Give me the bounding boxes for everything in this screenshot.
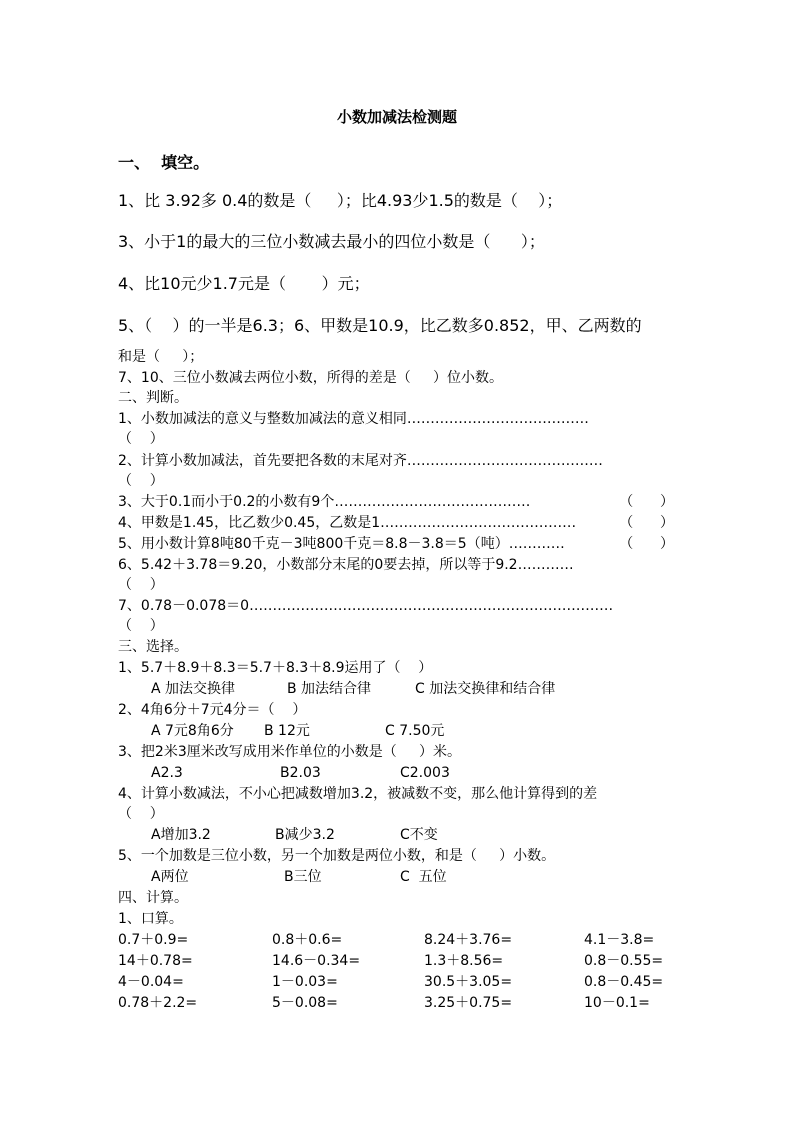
section4-heading: 四、计算。 bbox=[118, 890, 188, 906]
judge-bracket-3: （ ） bbox=[619, 494, 674, 510]
oral-calc-heading: 1、口算。 bbox=[118, 911, 183, 927]
section1-heading: 一、 填空。 bbox=[118, 153, 210, 172]
fill-q4: 4、比10元少1.7元是（ ）元； bbox=[118, 274, 370, 293]
fill-q5-line1: 5、（ ）的一半是6.3；6、甲数是10.9，比乙数多0.852，甲、乙两数的 bbox=[118, 316, 642, 335]
judge-bracket-6: （ ） bbox=[118, 577, 164, 593]
choice-q4: 4、计算小数减法，不小心把减数增加3.2，被减数不变，那么他计算得到的差 bbox=[118, 786, 598, 802]
choice-q5-option-a: A两位 bbox=[151, 869, 189, 885]
choice-q1-option-b: B 加法结合律 bbox=[287, 681, 372, 697]
calc-item: 1.3＋8.56= bbox=[424, 953, 504, 969]
judge-item-3: 3、大于0.1而小于0.2的小数有9个…………………………………… bbox=[118, 494, 531, 510]
choice-q5-option-b: B三位 bbox=[284, 869, 322, 885]
choice-q1: 1、5.7＋8.9＋8.3＝5.7＋8.3＋8.9运用了（ ） bbox=[118, 660, 433, 676]
choice-q3: 3、把2米3厘米改写成用米作单位的小数是（ ）米。 bbox=[118, 744, 461, 760]
choice-q3-option-a: A2.3 bbox=[151, 765, 183, 781]
judge-item-6: 6、5.42＋3.78＝9.20，小数部分末尾的0要去掉，所以等于9.2………… bbox=[118, 557, 574, 573]
judge-bracket-7: （ ） bbox=[118, 618, 164, 634]
choice-q1-option-a: A 加法交换律 bbox=[151, 681, 236, 697]
judge-bracket-5: （ ） bbox=[619, 536, 674, 552]
calc-item: 4－0.04= bbox=[118, 974, 184, 990]
fill-q1: 1、比 3.92多 0.4的数是（ ）；比4.93少1.5的数是（ ）； bbox=[118, 191, 563, 210]
judge-bracket-2: （ ） bbox=[118, 473, 164, 489]
judge-bracket-1: （ ） bbox=[118, 431, 164, 447]
calc-item: 0.78＋2.2= bbox=[118, 995, 198, 1011]
calc-item: 0.8－0.55= bbox=[584, 953, 664, 969]
section2-heading: 二、判断。 bbox=[118, 390, 188, 406]
page-title: 小数加减法检测题 bbox=[336, 108, 457, 126]
choice-q2-option-a: A 7元8角6分 bbox=[151, 723, 234, 739]
judge-item-4: 4、甲数是1.45，比乙数少0.45，乙数是1…………………………………… bbox=[118, 515, 577, 531]
fill-q5-line2: 和是（ ）； bbox=[118, 349, 204, 365]
calc-item: 0.8－0.45= bbox=[584, 974, 664, 990]
choice-q3-option-b: B2.03 bbox=[280, 765, 321, 781]
judge-bracket-4: （ ） bbox=[619, 515, 674, 531]
choice-q4-option-c: C不变 bbox=[400, 827, 438, 843]
fill-q3: 3、小于1的最大的三位小数减去最小的四位小数是（ ）； bbox=[118, 232, 545, 251]
choice-q2: 2、4角6分＋7元4分＝（ ） bbox=[118, 702, 307, 718]
choice-q4-option-a: A增加3.2 bbox=[151, 827, 211, 843]
choice-q2-option-b: B 12元 bbox=[264, 723, 310, 739]
calc-item: 0.7＋0.9= bbox=[118, 932, 189, 948]
calc-item: 8.24＋3.76= bbox=[424, 932, 513, 948]
choice-q1-option-c: C 加法交换律和结合律 bbox=[415, 681, 556, 697]
choice-q3-option-c: C2.003 bbox=[400, 765, 450, 781]
calc-item: 10－0.1= bbox=[584, 995, 650, 1011]
judge-item-1: 1、小数加减法的意义与整数加减法的意义相同………………………………… bbox=[118, 411, 589, 427]
calc-item: 5－0.08= bbox=[272, 995, 338, 1011]
calc-item: 0.8＋0.6= bbox=[272, 932, 343, 948]
calc-item: 14.6－0.34= bbox=[272, 953, 361, 969]
choice-q5: 5、一个加数是三位小数，另一个加数是两位小数，和是（ ）小数。 bbox=[118, 848, 556, 864]
choice-q4-bracket: （ ） bbox=[118, 806, 164, 822]
calc-item: 4.1－3.8= bbox=[584, 932, 655, 948]
judge-item-5: 5、用小数计算8吨80千克－3吨800千克＝8.8－3.8＝5（吨）………… bbox=[118, 536, 565, 552]
calc-item: 1－0.03= bbox=[272, 974, 338, 990]
calc-item: 30.5＋3.05= bbox=[424, 974, 513, 990]
judge-item-7: 7、0.78－0.078＝0…………………………………………………………………… bbox=[118, 598, 614, 614]
choice-q2-option-c: C 7.50元 bbox=[385, 723, 445, 739]
choice-q4-option-b: B减少3.2 bbox=[275, 827, 335, 843]
choice-q5-option-c: C 五位 bbox=[400, 869, 447, 885]
section3-heading: 三、选择。 bbox=[118, 639, 188, 655]
calc-item: 3.25＋0.75= bbox=[424, 995, 513, 1011]
fill-q7: 7、10、三位小数减去两位小数，所得的差是（ ）位小数。 bbox=[118, 370, 503, 386]
calc-item: 14＋0.78= bbox=[118, 953, 193, 969]
judge-item-2: 2、计算小数加减法，首先要把各数的末尾对齐…………………………………… bbox=[118, 453, 603, 469]
